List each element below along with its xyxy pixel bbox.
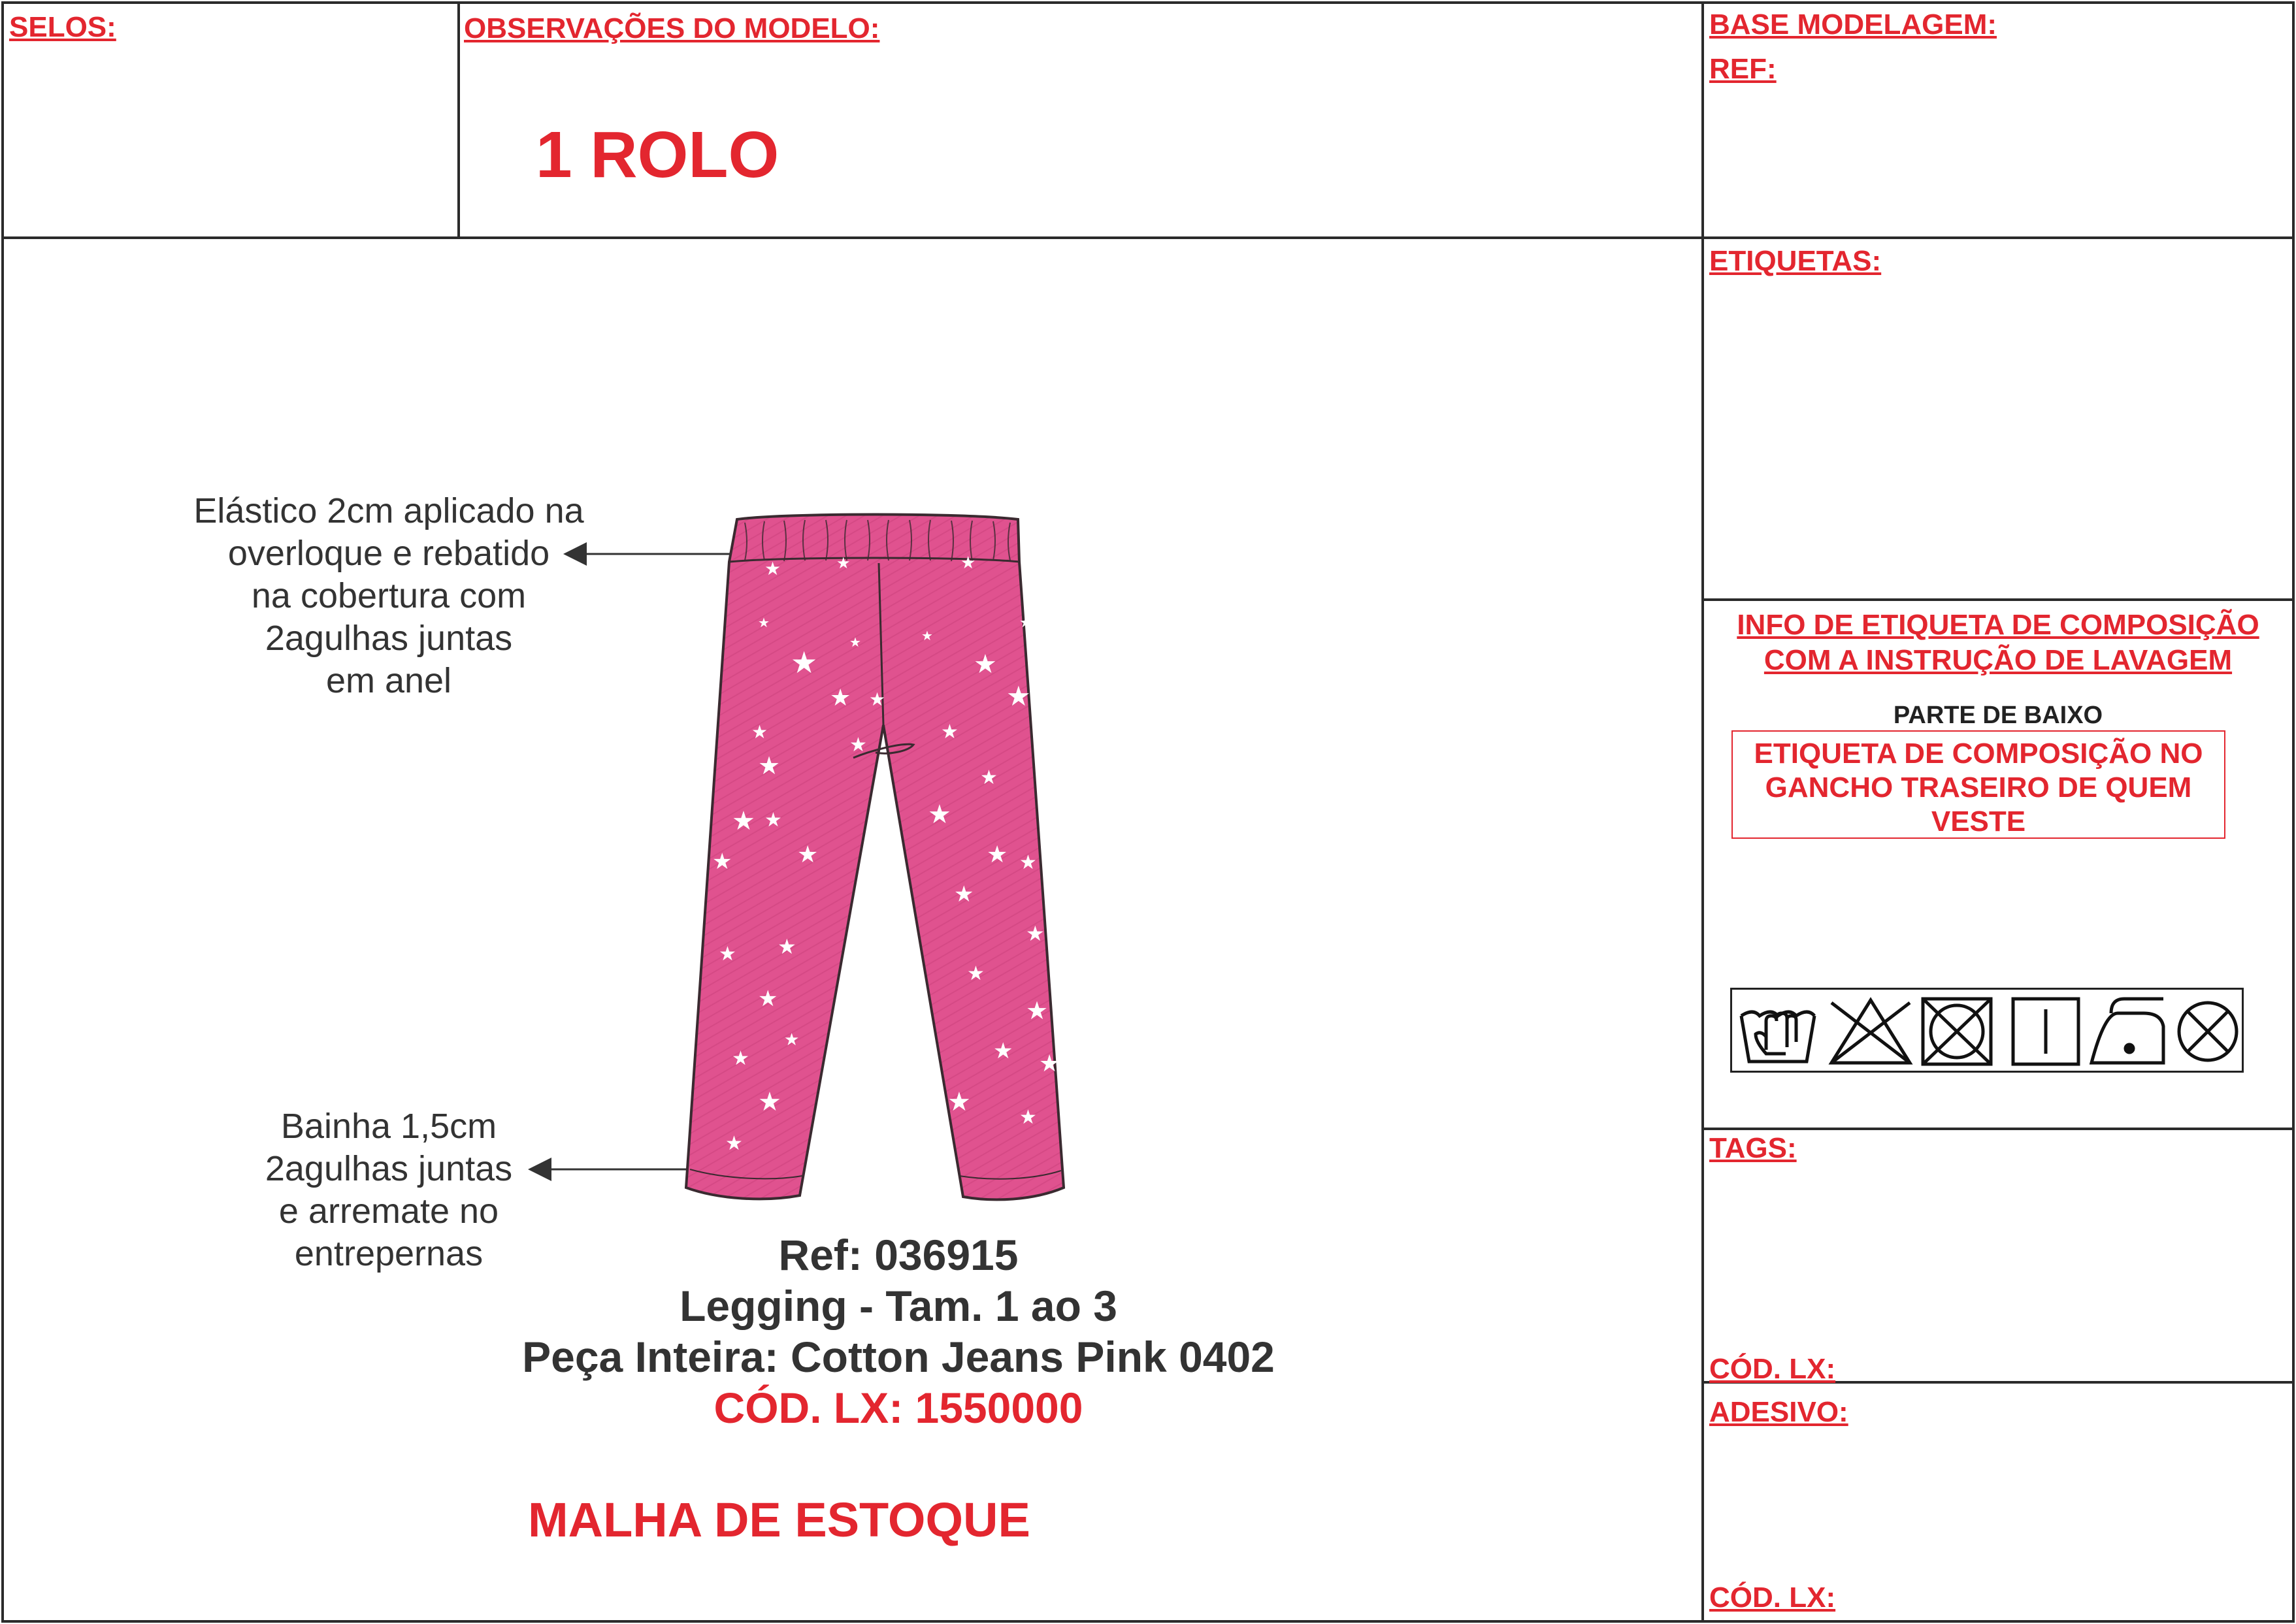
bleach-allowed-icon [1831, 1000, 1910, 1063]
svg-text:★: ★ [830, 684, 851, 711]
svg-text:★: ★ [797, 841, 819, 868]
hem-note-line: e arremate no [278, 1192, 499, 1231]
composition-title-line: INFO DE ETIQUETA DE COMPOSIÇÃO [1737, 609, 2259, 641]
svg-text:★: ★ [1039, 1050, 1060, 1077]
product-name: Legging - Tam. 1 ao 3 [680, 1282, 1117, 1330]
product-ref: Ref: 036915 [778, 1231, 1019, 1279]
svg-text:★: ★ [1026, 922, 1045, 945]
svg-text:★: ★ [732, 807, 755, 836]
adesivo-label: ADESIVO: [1709, 1396, 1848, 1428]
no-tumble-dry-icon [1923, 999, 1991, 1064]
svg-text:★: ★ [849, 734, 867, 756]
svg-text:★: ★ [987, 841, 1008, 868]
composition-title [1704, 608, 2292, 678]
waistband-note-line: 2agulhas juntas [265, 619, 513, 658]
composition-label-line: ETIQUETA DE COMPOSIÇÃO NO [1754, 738, 2203, 770]
svg-text:★: ★ [980, 767, 998, 788]
svg-text:★: ★ [941, 721, 959, 743]
svg-text:★: ★ [764, 559, 781, 579]
svg-text:★: ★ [954, 882, 974, 907]
svg-text:★: ★ [758, 616, 770, 630]
svg-text:★: ★ [921, 629, 933, 643]
svg-text:★: ★ [974, 650, 997, 679]
adesivo-cod-lx-label: CÓD. LX: [1709, 1582, 1836, 1614]
svg-text:★: ★ [849, 636, 861, 650]
svg-text:★: ★ [764, 809, 782, 831]
svg-text:★: ★ [758, 986, 778, 1011]
product-cod-lx: CÓD. LX: 1550000 [713, 1384, 1083, 1432]
base-modelagem-label: BASE MODELAGEM: [1709, 8, 1997, 41]
selos-label: SELOS: [9, 11, 116, 43]
svg-text:★: ★ [758, 1088, 781, 1116]
product-fabric: Peça Inteira: Cotton Jeans Pink 0402 [522, 1333, 1275, 1381]
hand-wash-icon [1741, 1012, 1814, 1062]
svg-text:★: ★ [791, 645, 818, 679]
svg-text:★: ★ [1026, 998, 1049, 1025]
ref-label: REF: [1709, 53, 1777, 85]
line-dry-icon [2013, 999, 2078, 1064]
svg-text:★: ★ [1032, 738, 1053, 763]
no-dry-clean-icon [2179, 1003, 2237, 1060]
care-symbols [1730, 988, 2244, 1073]
svg-text:★: ★ [712, 849, 732, 874]
iron-low-icon [2091, 999, 2163, 1063]
svg-text:★: ★ [1019, 614, 1032, 630]
svg-text:★: ★ [993, 1039, 1013, 1064]
waistband-note-line: overloque e rebatido [227, 534, 550, 573]
svg-text:★: ★ [784, 1030, 800, 1049]
svg-text:★: ★ [719, 943, 736, 965]
hem-note-line: 2agulhas juntas [265, 1149, 513, 1188]
composition-position: PARTE DE BAIXO [1893, 702, 2103, 729]
svg-text:★: ★ [869, 689, 886, 709]
svg-text:★: ★ [1006, 681, 1031, 711]
composition-title-line: COM A INSTRUÇÃO DE LAVAGEM [1763, 644, 2233, 676]
svg-text:★: ★ [758, 753, 781, 780]
svg-text:★: ★ [1019, 852, 1037, 873]
svg-text:★: ★ [967, 963, 985, 984]
composition-label-line: VESTE [1931, 805, 2026, 837]
tags-label: TAGS: [1709, 1132, 1797, 1164]
svg-text:★: ★ [725, 1133, 743, 1154]
svg-text:★: ★ [836, 555, 851, 572]
svg-text:★: ★ [947, 1088, 971, 1116]
svg-text:★: ★ [732, 1048, 749, 1069]
tags-cod-lx-label: CÓD. LX: [1709, 1353, 1836, 1385]
svg-text:★: ★ [960, 553, 976, 572]
observacoes-label: OBSERVAÇÕES DO MODELO: [464, 12, 880, 44]
svg-text:★: ★ [751, 722, 768, 742]
svg-text:★: ★ [1019, 1107, 1037, 1128]
hem-note-line: entrepernas [294, 1234, 484, 1273]
care-symbols-graphic [1732, 990, 2242, 1071]
svg-text:★: ★ [928, 800, 951, 829]
waistband-note-line: em anel [325, 661, 452, 700]
svg-text:★: ★ [778, 935, 796, 958]
observacoes-value: 1 ROLO [536, 118, 779, 191]
hem-note-line: Bainha 1,5cm [280, 1107, 497, 1146]
composition-label-box [1731, 730, 2225, 839]
waistband-note-line: Elástico 2cm aplicado na [193, 491, 584, 530]
waistband-note-line: na cobertura com [251, 576, 527, 615]
stock-note: MALHA DE ESTOQUE [528, 1493, 1030, 1547]
composition-label-line: GANCHO TRASEIRO DE QUEM [1765, 771, 2192, 804]
etiquetas-label: ETIQUETAS: [1709, 245, 1882, 277]
